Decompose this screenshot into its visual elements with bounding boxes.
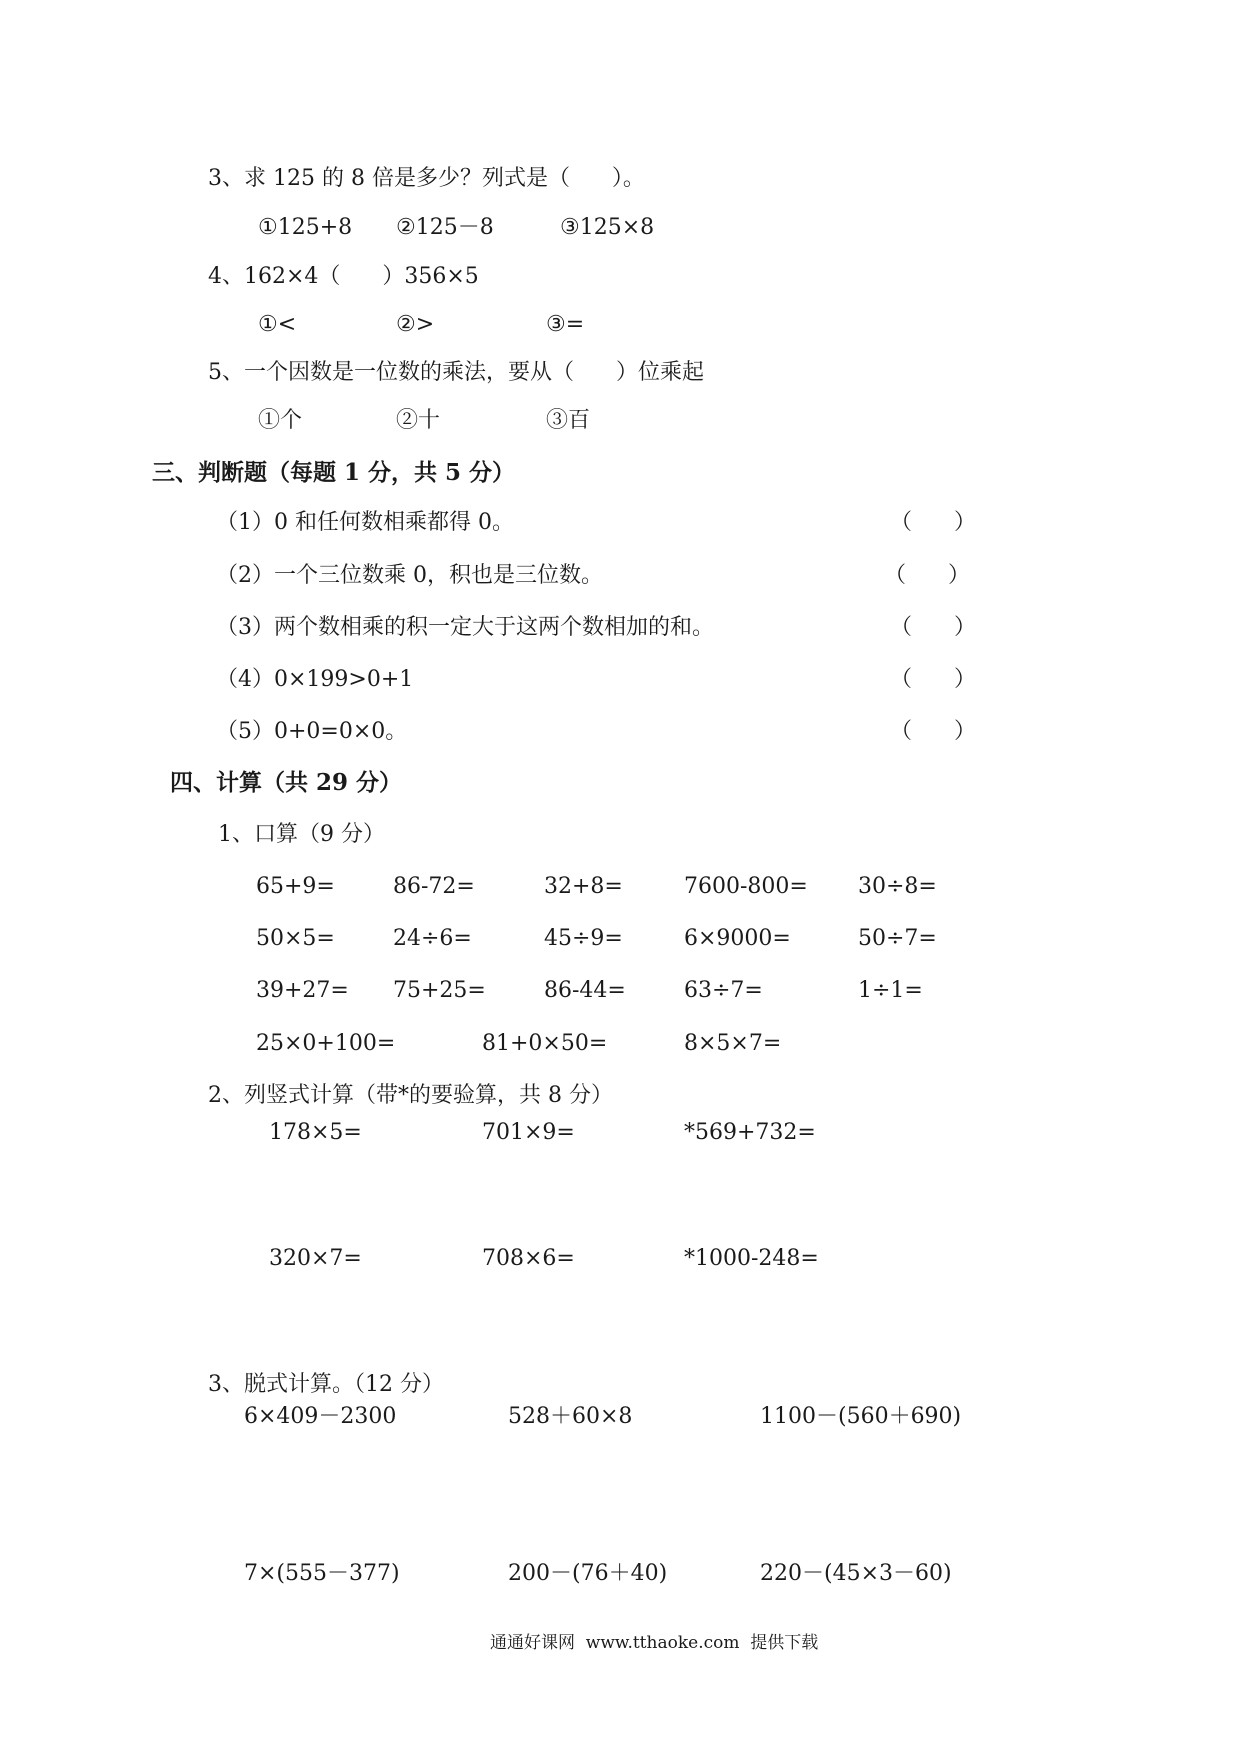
oral-calc-cell: 86-72= xyxy=(393,874,475,899)
calculation-heading: 四、计算（共 29 分） xyxy=(170,769,403,796)
question-5-option-3: ③百 xyxy=(546,408,591,433)
stepwise-calc-cell: 6×409－2300 xyxy=(244,1404,397,1429)
question-3-stem: 3、求 125 的 8 倍是多少？列式是（ ）。 xyxy=(208,166,645,191)
vertical-calc-cell: 320×7= xyxy=(269,1246,362,1271)
oral-calc-cell: 45÷9= xyxy=(544,926,623,951)
oral-calc-cell: 86-44= xyxy=(544,978,626,1003)
question-4-option-1: ①< xyxy=(258,312,297,337)
vertical-calc-cell: 178×5= xyxy=(269,1120,362,1145)
judgement-item-1: （1）0 和任何数相乘都得 0。 xyxy=(216,510,514,535)
oral-calc-cell: 65+9= xyxy=(256,874,335,899)
question-3-option-3: ③125×8 xyxy=(560,215,655,240)
oral-calc-cell: 1÷1= xyxy=(858,978,923,1003)
judgement-answer-2[interactable]: （ ） xyxy=(884,563,970,588)
question-4-option-3: ③= xyxy=(546,312,585,337)
judgement-answer-3[interactable]: （ ） xyxy=(890,615,976,640)
stepwise-calc-cell: 528＋60×8 xyxy=(508,1404,633,1429)
stepwise-calc-cell: 220－(45×3－60) xyxy=(760,1561,952,1586)
oral-calc-title: 1、口算（9 分） xyxy=(218,822,385,847)
judgement-answer-1[interactable]: （ ） xyxy=(890,510,976,535)
question-4-option-2: ②> xyxy=(396,312,435,337)
vertical-calc-title: 2、列竖式计算（带*的要验算，共 8 分） xyxy=(208,1083,613,1108)
judgement-item-4: （4）0×199>0+1 xyxy=(216,667,414,692)
oral-calc-cell: 6×9000= xyxy=(684,926,791,951)
footer-source: 通通好课网 www.tthaoke.com 提供下载 xyxy=(490,1633,819,1653)
question-5-stem: 5、一个因数是一位数的乘法，要从（ ）位乘起 xyxy=(208,360,704,385)
oral-calc-cell: 7600-800= xyxy=(684,874,808,899)
oral-calc-cell: 50×5= xyxy=(256,926,335,951)
stepwise-calc-cell: 200－(76＋40) xyxy=(508,1561,668,1586)
oral-calc-cell: 24÷6= xyxy=(393,926,472,951)
oral-calc-cell: 32+8= xyxy=(544,874,623,899)
stepwise-calc-title: 3、脱式计算。（12 分） xyxy=(208,1372,444,1397)
oral-calc-cell: 81+0×50= xyxy=(482,1031,608,1056)
oral-calc-cell: 25×0+100= xyxy=(256,1031,396,1056)
oral-calc-cell: 75+25= xyxy=(393,978,486,1003)
judgement-item-2: （2）一个三位数乘 0，积也是三位数。 xyxy=(216,563,603,588)
judgement-answer-4[interactable]: （ ） xyxy=(890,667,976,692)
judgement-item-3: （3）两个数相乘的积一定大于这两个数相加的和。 xyxy=(216,615,714,640)
stepwise-calc-cell: 7×(555－377) xyxy=(244,1561,400,1586)
judgement-heading: 三、判断题（每题 1 分，共 5 分） xyxy=(152,459,516,486)
question-3-option-2: ②125－8 xyxy=(396,215,494,240)
vertical-calc-cell: *1000-248= xyxy=(684,1246,819,1271)
oral-calc-cell: 39+27= xyxy=(256,978,349,1003)
vertical-calc-cell: *569+732= xyxy=(684,1120,816,1145)
question-5-option-1: ①个 xyxy=(258,408,303,433)
oral-calc-cell: 30÷8= xyxy=(858,874,937,899)
oral-calc-cell: 8×5×7= xyxy=(684,1031,782,1056)
judgement-answer-5[interactable]: （ ） xyxy=(890,719,976,744)
question-4-stem: 4、162×4（ ）356×5 xyxy=(208,264,479,289)
question-3-option-1: ①125+8 xyxy=(258,215,353,240)
judgement-item-5: （5）0+0=0×0。 xyxy=(216,719,408,744)
oral-calc-cell: 50÷7= xyxy=(858,926,937,951)
stepwise-calc-cell: 1100－(560＋690) xyxy=(760,1404,962,1429)
vertical-calc-cell: 701×9= xyxy=(482,1120,575,1145)
oral-calc-cell: 63÷7= xyxy=(684,978,763,1003)
question-5-option-2: ②十 xyxy=(396,408,441,433)
vertical-calc-cell: 708×6= xyxy=(482,1246,575,1271)
